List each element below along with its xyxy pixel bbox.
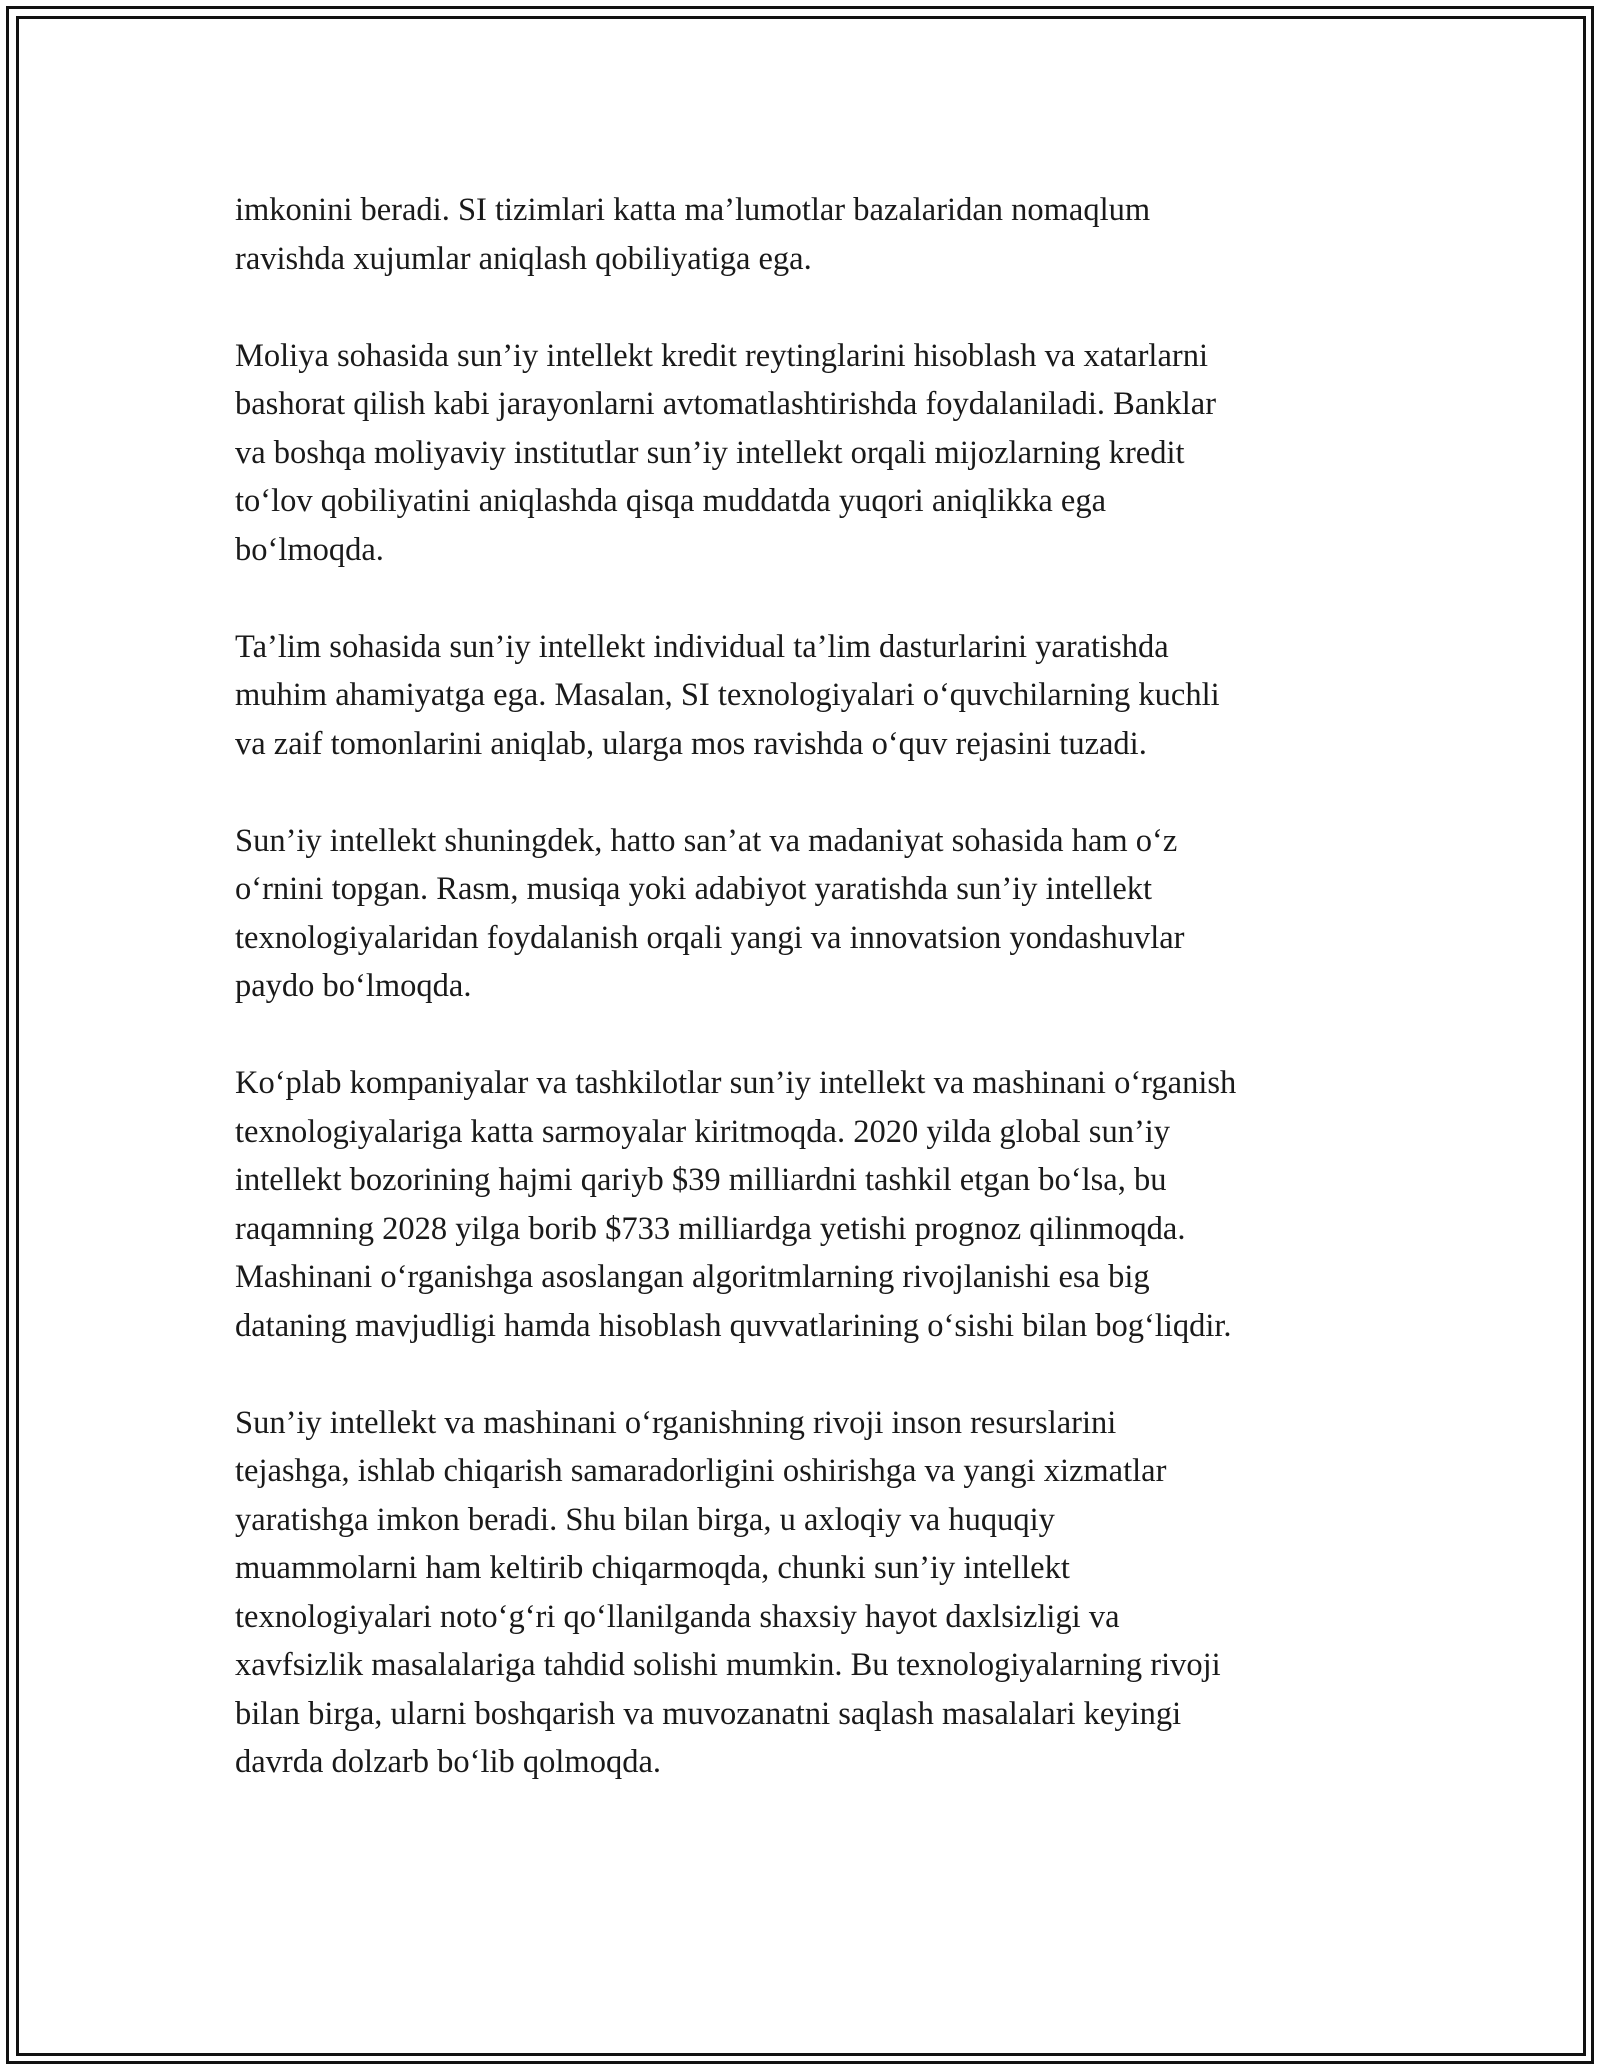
text-line: muammolarni ham keltirib chiqarmoqda, chunki sun’iy intellekt — [235, 1550, 1070, 1586]
text-line: Mashinani o‘rganishga asoslangan algoritmlarning rivojlanishi esa big — [235, 1259, 1150, 1295]
text-line: texnologiyalari noto‘g‘ri qo‘llanilganda shaxsiy hayot daxlsizligi va — [235, 1598, 1120, 1635]
text-line: xavfsizlik masalalariga tahdid solishi mumkin. Bu texnologiyalarning rivoji — [235, 1647, 1221, 1683]
text-line: paydo bo‘lmoqda. — [235, 968, 472, 1004]
text-line: raqamning 2028 yilga borib $733 milliardga yetishi prognoz qilinmoqda. — [235, 1210, 1186, 1247]
text-line: intellekt bozorining hajmi qariyb $39 milliardni tashkil etgan bo‘lsa, bu — [235, 1162, 1167, 1198]
text-line: davrda dolzarb bo‘lib qolmoqda. — [235, 1744, 661, 1780]
text-line: bashorat qilish kabi jarayonlarni avtomatlashtirishda foydalaniladi. Banklar — [235, 386, 1217, 422]
text-line: bo‘lmoqda. — [235, 531, 384, 568]
text-line: yaratishga imkon beradi. Shu bilan birga, u axloqiy va huquqiy — [235, 1501, 1055, 1538]
paragraph — [235, 1399, 1385, 1787]
paragraph — [235, 1059, 1385, 1350]
document-body — [235, 186, 1385, 1835]
text-line: imkonini beradi. SI tizimlari katta ma’lumotlar bazalaridan nomaqlum — [235, 192, 1151, 228]
text-line: o‘rnini topgan. Rasm, musiqa yoki adabiyot yaratishda sun’iy intellekt — [235, 871, 1153, 907]
text-line: dataning mavjudligi hamda hisoblash quvvatlarining o‘sishi bilan bog‘liqdir. — [235, 1307, 1232, 1344]
text-line: va zaif tomonlarini aniqlab, ularga mos ravishda o‘quv rejasini tuzadi. — [235, 725, 1147, 762]
text-line: ravishda xujumlar aniqlash qobiliyatiga ega. — [235, 240, 812, 277]
text-line: Sun’iy intellekt shuningdek, hatto san’at va madaniyat sohasida ham o‘z — [235, 822, 1178, 859]
text-line: Ko‘plab kompaniyalar va tashkilotlar sun’iy intellekt va mashinani o‘rganish — [235, 1065, 1237, 1101]
paragraph — [235, 623, 1385, 769]
text-line: muhim ahamiyatga ega. Masalan, SI texnologiyalari o‘quvchilarning kuchli — [235, 677, 1220, 713]
text-line: tejashga, ishlab chiqarish samaradorligini oshirishga va yangi xizmatlar — [235, 1453, 1167, 1489]
text-line: to‘lov qobiliyatini aniqlashda qisqa muddatda yuqori aniqlikka ega — [235, 483, 1106, 519]
text-line: texnologiyalaridan foydalanish orqali yangi va innovatsion yondashuvlar — [235, 919, 1185, 956]
text-line: va boshqa moliyaviy institutlar sun’iy intellekt orqali mijozlarning kredit — [235, 434, 1185, 471]
paragraph — [235, 332, 1385, 575]
text-line: Ta’lim sohasida sun’iy intellekt individual ta’lim dasturlarini yaratishda — [235, 628, 1169, 665]
text-line: bilan birga, ularni boshqarish va muvozanatni saqlash masalalari keyingi — [235, 1695, 1182, 1732]
paragraph — [235, 817, 1385, 1011]
text-line: Moliya sohasida sun’iy intellekt kredit reytinglarini hisoblash va xatarlarni — [235, 337, 1208, 374]
text-line: Sun’iy intellekt va mashinani o‘rganishning rivoji inson resurslarini — [235, 1404, 1117, 1441]
paragraph — [235, 186, 1385, 283]
text-line: texnologiyalariga katta sarmoyalar kiritmoqda. 2020 yilda global sun’iy — [235, 1113, 1171, 1150]
